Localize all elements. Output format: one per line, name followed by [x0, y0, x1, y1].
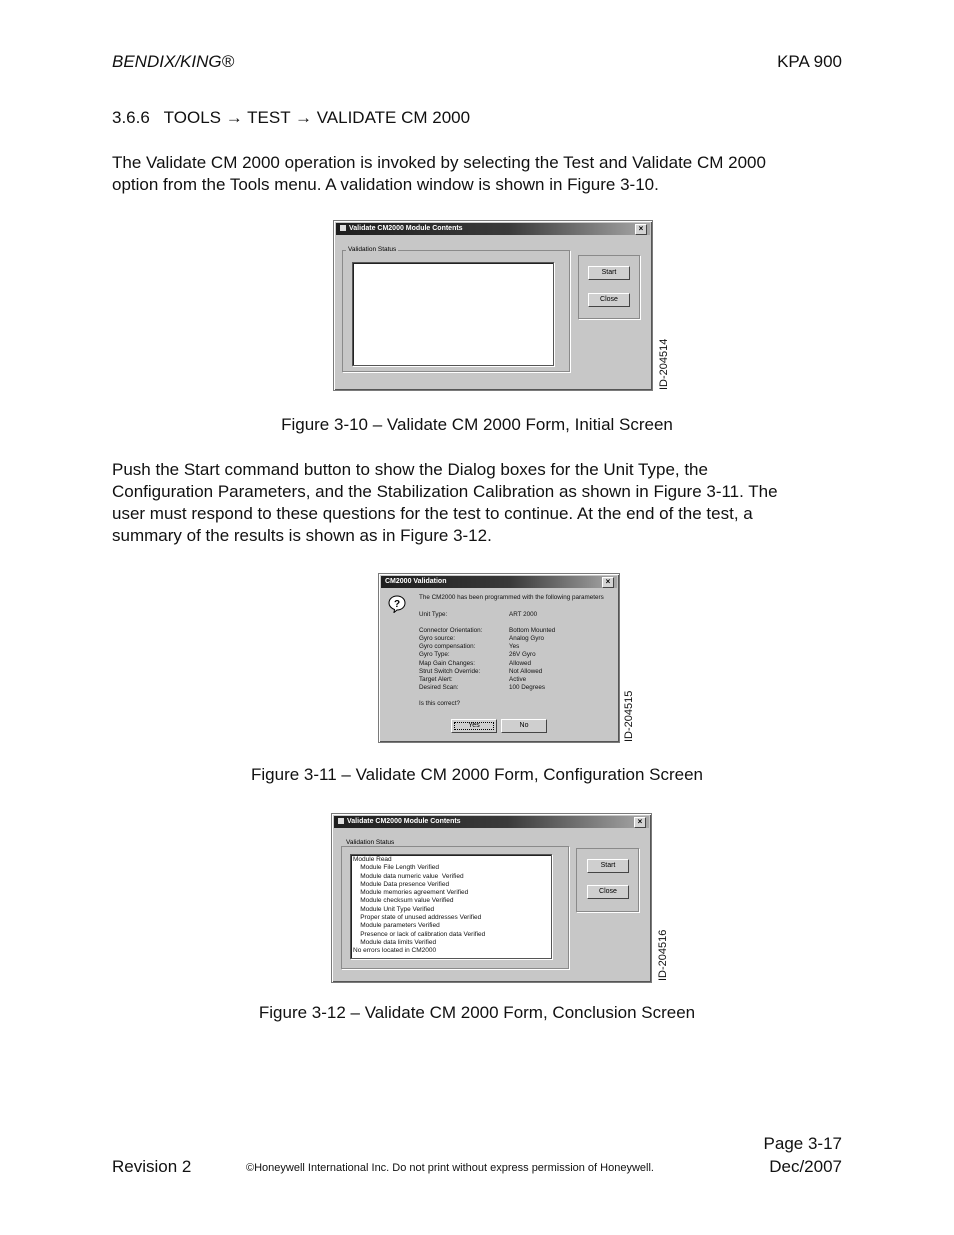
header-right: KPA 900	[777, 52, 842, 71]
paragraph-line: The Validate CM 2000 operation is invoked by selecting the Test and Validate CM 2000	[112, 153, 766, 172]
log-line: Module Data presence Verified	[353, 880, 450, 888]
cm2000-validation-dialog	[378, 573, 620, 743]
title-bar	[381, 576, 617, 588]
log-line: Module Read	[353, 856, 392, 863]
figure-id: ID-204516	[657, 929, 669, 981]
log-line: Module data numeric value Verified	[353, 872, 464, 880]
dialog-question: Is this correct?	[419, 700, 460, 707]
close-icon[interactable]: ×	[634, 817, 646, 828]
log-line: Proper state of unused addresses Verified	[353, 914, 482, 922]
no-button[interactable]: No	[501, 719, 547, 733]
paragraph-2	[112, 459, 852, 547]
log-line: Module checksum value Verified	[353, 897, 454, 905]
window-title: Validate CM2000 Module Contents	[349, 225, 463, 232]
paragraph-line: Configuration Parameters, and the Stabilization Calibration as shown in Figure 3-11. The	[112, 482, 778, 501]
param-label: Desired Scan:	[419, 684, 459, 691]
log-line: Module data limits Verified	[353, 938, 437, 946]
header-left: BENDIX/KING®	[112, 52, 235, 71]
button-group	[578, 255, 640, 319]
param-value: Active	[509, 676, 527, 683]
app-icon	[338, 818, 344, 824]
param-label: Gyro source:	[419, 635, 456, 642]
title-bar	[336, 223, 650, 235]
close-icon[interactable]: ×	[602, 577, 614, 588]
param-label: Gyro compensation:	[419, 643, 476, 650]
date: Dec/2007	[769, 1157, 842, 1176]
param-label: Gyro Type:	[419, 651, 450, 658]
paragraph-line: Push the Start command button to show the Dialog boxes for the Unit Type, the	[112, 460, 708, 479]
param-label: Map Gain Changes:	[419, 660, 476, 667]
title-bar	[334, 816, 649, 828]
paragraph-line: user must respond to these questions for the test to continue. At the end of the test, a	[112, 504, 753, 523]
start-button[interactable]: Start	[588, 266, 630, 280]
paragraph-line: option from the Tools menu. A validation window is shown in Figure 3-10.	[112, 175, 659, 194]
section-title: 3.6.6 TOOLS → TEST → VALIDATE CM 2000	[112, 108, 471, 127]
question-icon	[388, 595, 406, 613]
param-label: Target Alert:	[419, 676, 453, 683]
figure-id: ID-204515	[623, 690, 635, 742]
figure-id: ID-204514	[658, 338, 670, 390]
figure-caption: Figure 3-12 – Validate CM 2000 Form, Conclusion Screen	[258, 1003, 696, 1022]
window-title: Validate CM2000 Module Contents	[347, 818, 461, 825]
close-button[interactable]: Close	[587, 885, 629, 899]
param-value: 100 Degrees	[509, 684, 546, 691]
param-value: Analog Gyro	[509, 635, 545, 642]
group-label: Validation Status	[346, 839, 395, 846]
log-line: Module Unit Type Verified	[353, 905, 435, 913]
log-line: Presence or lack of calibration data Verified	[353, 930, 486, 938]
validation-status-list[interactable]	[350, 854, 552, 959]
window-title: CM2000 Validation	[385, 578, 447, 585]
button-group	[576, 848, 639, 912]
paragraph-1	[112, 152, 852, 196]
app-icon	[340, 225, 346, 231]
param-label: Connector Orientation:	[419, 627, 483, 634]
param-value: Allowed	[509, 660, 532, 667]
log-line: Module parameters Verified	[353, 922, 440, 930]
param-value: Not Allowed	[509, 668, 543, 675]
log-line: Module memories agreement Verified	[353, 889, 469, 897]
param-value: Bottom Mounted	[509, 627, 556, 634]
page-number: Page 3-17	[763, 1134, 842, 1153]
svg-text:?: ?	[393, 599, 401, 610]
close-icon[interactable]: ×	[635, 224, 647, 235]
log-line: Module File Length Verified	[353, 864, 439, 872]
figure-caption: Figure 3-11 – Validate CM 2000 Form, Configuration Screen	[251, 765, 703, 784]
group-label: Validation Status	[348, 246, 397, 253]
param-value: 26V Gyro	[509, 651, 536, 658]
validate-window-conclusion	[331, 813, 652, 983]
validation-status-list[interactable]	[352, 262, 554, 366]
yes-button[interactable]: Yes	[451, 719, 497, 733]
start-button[interactable]: Start	[587, 859, 629, 873]
unit-type-value: ART 2000	[509, 611, 538, 618]
dialog-message: The CM2000 has been programmed with the following parameters	[419, 594, 604, 601]
paragraph-line: summary of the results is shown as in Figure 3-12.	[112, 526, 492, 545]
param-value: Yes	[509, 643, 520, 650]
close-button[interactable]: Close	[588, 293, 630, 307]
unit-type-label: Unit Type:	[419, 611, 448, 618]
copyright: ©Honeywell International Inc. Do not print without express permission of Honeywell.	[246, 1162, 654, 1174]
figure-caption: Figure 3-10 – Validate CM 2000 Form, Initial Screen	[281, 415, 673, 434]
validate-window-initial	[333, 220, 653, 391]
log-line: No errors located in CM2000	[353, 947, 437, 955]
revision: Revision 2	[112, 1157, 192, 1176]
param-label: Strut Switch Override:	[419, 668, 481, 675]
